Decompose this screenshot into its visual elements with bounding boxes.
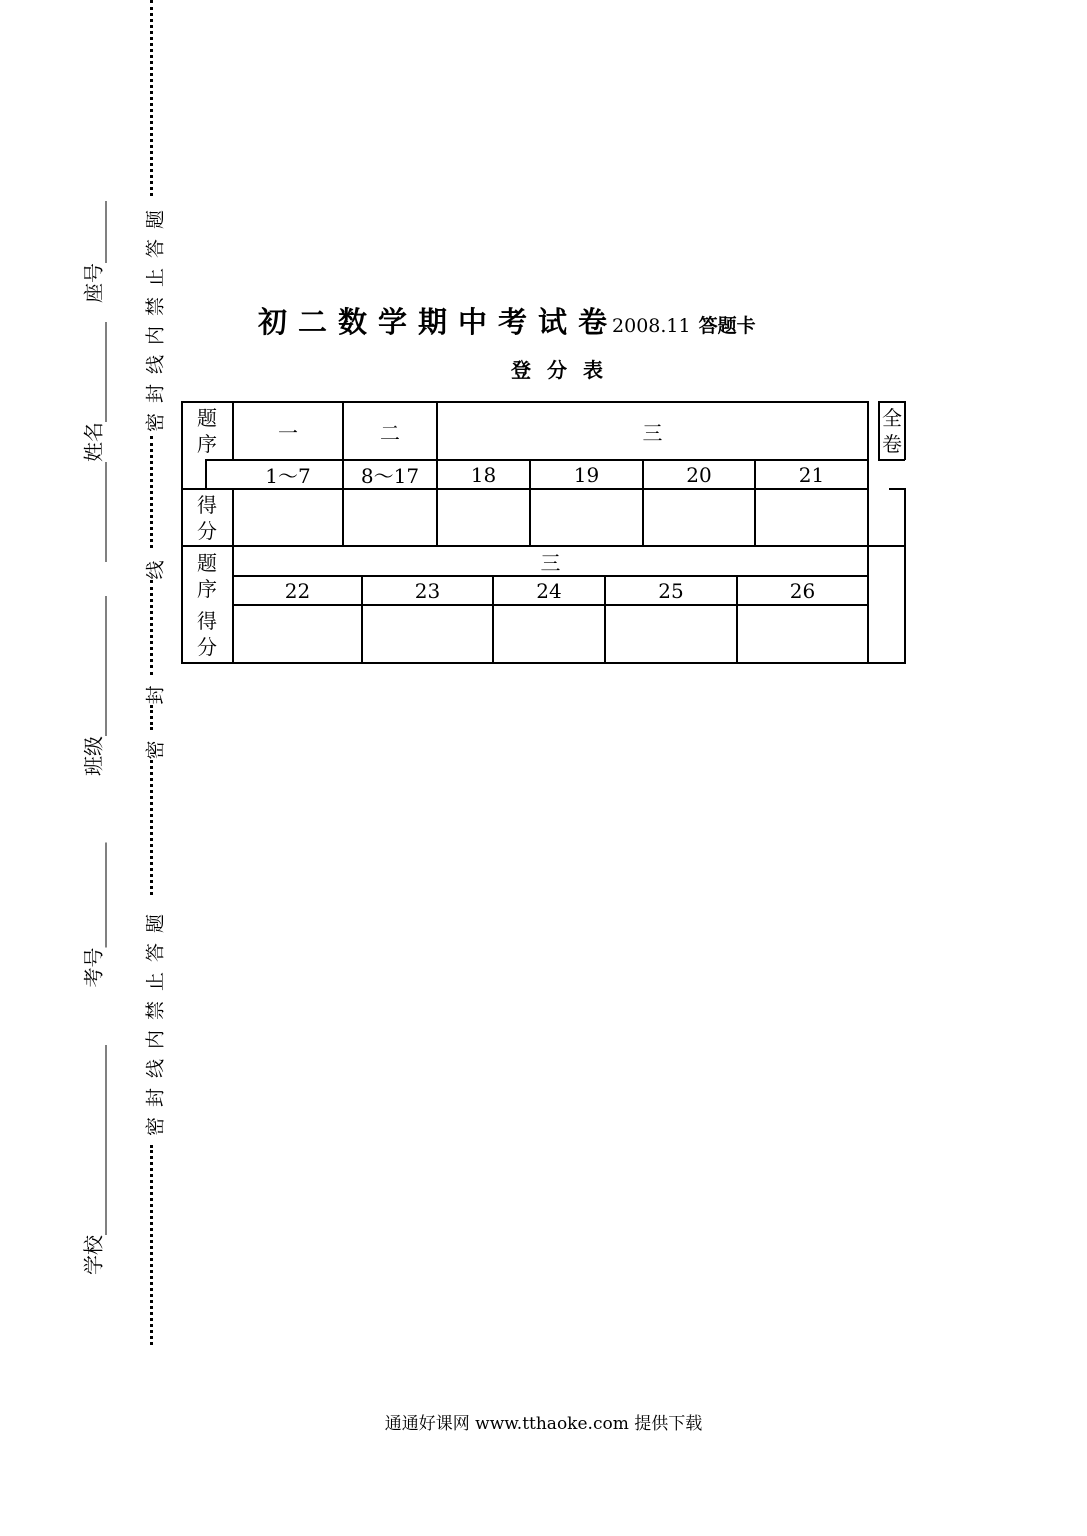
- seal-dotted-line: [150, 1145, 153, 1345]
- seal-warning-bottom: 密封线内禁止答题: [144, 903, 167, 1137]
- class-blank[interactable]: [106, 596, 107, 736]
- question-number-cell: 26: [789, 578, 816, 603]
- exam-number-field[interactable]: [78, 843, 107, 988]
- question-range-cell: 1～7: [265, 464, 311, 488]
- order-header: 题 序: [197, 406, 217, 456]
- name-blank[interactable]: [106, 322, 107, 422]
- answer-card-label: 答题卡: [698, 315, 756, 337]
- footer-site-name: 通通好课网: [384, 1414, 470, 1434]
- footer: [0, 1409, 1087, 1434]
- seal-char-line: 线: [144, 550, 167, 580]
- score-cell[interactable]: [756, 490, 867, 545]
- question-number-cell: 20: [686, 462, 712, 487]
- footer-suffix: 提供下载: [634, 1414, 703, 1434]
- score-cell[interactable]: [494, 606, 604, 662]
- seal-dotted-line: [150, 580, 153, 675]
- seal-dotted-line: [150, 760, 153, 895]
- total-header: 全 卷: [882, 406, 902, 456]
- school-field[interactable]: [78, 1045, 107, 1275]
- name-label: 姓名: [81, 422, 106, 462]
- section-two-header: 二: [380, 420, 400, 445]
- section-three-header: 三: [642, 420, 663, 445]
- score-header: 得 分: [197, 492, 217, 543]
- page-title: [258, 300, 756, 341]
- seal-char-seal: 封: [144, 675, 167, 705]
- seat-blank[interactable]: [106, 201, 107, 263]
- total-score-cell[interactable]: [869, 490, 904, 662]
- question-number-cell: 21: [798, 462, 825, 487]
- seal-warning-top: 密封线内禁止答题: [144, 199, 167, 433]
- question-number-cell: 23: [414, 578, 441, 603]
- seat-field[interactable]: [78, 201, 107, 303]
- seal-dotted-line: [150, 0, 153, 196]
- score-sheet-title: 登分表: [511, 358, 619, 382]
- score-header: 得 分: [197, 609, 217, 659]
- order-header: 题 序: [197, 550, 217, 601]
- school-label: 学校: [81, 1235, 106, 1275]
- seat-label: 座号: [81, 263, 106, 303]
- seal-char-secret: 密: [144, 730, 167, 760]
- seal-dotted-line: [150, 705, 153, 730]
- exam-title: 初二数学期中考试卷: [258, 305, 619, 339]
- section-three-header: 三: [540, 550, 561, 575]
- class-label: 班级: [81, 736, 106, 776]
- question-number-cell: 19: [573, 462, 600, 487]
- score-cell[interactable]: [344, 490, 436, 545]
- score-cell[interactable]: [438, 490, 529, 545]
- question-number-cell: 25: [658, 578, 684, 603]
- exam-date: 2008.11: [612, 315, 691, 337]
- exam-number-blank[interactable]: [106, 843, 107, 948]
- score-cell[interactable]: [531, 490, 642, 545]
- school-blank[interactable]: [106, 1045, 107, 1235]
- name-blank-left[interactable]: [106, 462, 107, 562]
- question-number-cell: 22: [284, 578, 311, 603]
- exam-number-label: 考号: [81, 947, 106, 988]
- question-number-cell: 18: [470, 462, 497, 487]
- question-number-cell: 24: [536, 578, 562, 603]
- score-cell[interactable]: [234, 606, 361, 662]
- score-cell[interactable]: [606, 606, 736, 662]
- question-range-cell: 8～17: [360, 464, 420, 488]
- seal-dotted-line: [150, 436, 153, 548]
- score-cell[interactable]: [234, 490, 342, 545]
- section-one-header: 一: [278, 420, 298, 445]
- score-cell[interactable]: [738, 606, 867, 662]
- name-field[interactable]: [78, 322, 107, 562]
- score-cell[interactable]: [363, 606, 492, 662]
- score-cell[interactable]: [644, 490, 754, 545]
- footer-url[interactable]: www.tthaoke.com: [475, 1414, 629, 1434]
- class-field[interactable]: [78, 596, 107, 776]
